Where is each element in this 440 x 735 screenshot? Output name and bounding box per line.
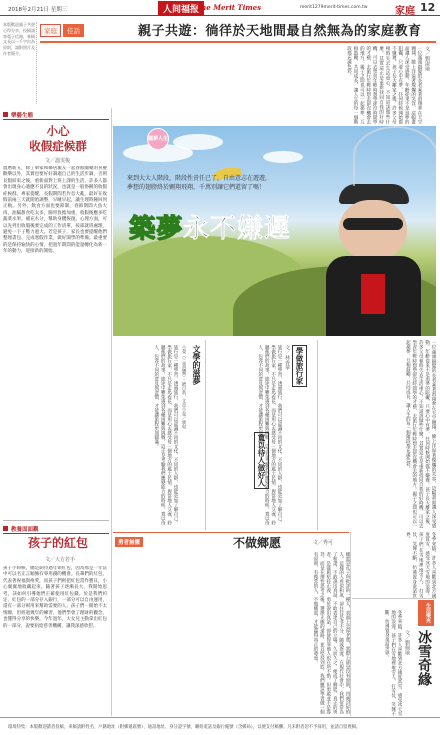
cloud-shape (263, 151, 303, 163)
lower-left-author: 小曼（三義溫馨）・繪自新，文章小曼／廣和 (181, 345, 186, 429)
lower-left-title: 文學的滋夢 (192, 345, 202, 385)
column1-author: 文／溫雯俊 (45, 158, 71, 164)
column2-header: 教養面面觀 (3, 524, 109, 534)
mid-article-title2: 寬以待人做好人 (254, 432, 269, 489)
column2-title: 孩子的紅包 (28, 536, 89, 550)
newspaper-logo-en: The Merit Times (196, 3, 262, 12)
column1-title: 小心 收假症候群 (29, 124, 87, 153)
paraglider-lines (353, 126, 436, 186)
sunglasses-icon (343, 218, 403, 230)
headline-band (40, 18, 436, 44)
side-box-tag: 生活樂夾 (418, 600, 434, 626)
side-separator (352, 598, 436, 599)
section-name: 家庭 (395, 6, 415, 17)
headline-title: 親子共遊：徜徉於天地間最自然無為的家庭教育 (138, 24, 422, 39)
section-divider (317, 340, 318, 530)
column1-body: 農曆新五，除了舉家和鄰居親友一起春節團聚的喜慶歡樂以外，其實也要好好調適自己的生活步調，否則長假結束之後，重新面對上班上課的生活，許多人都會出現身心適應不良的狀況，也就是一般俗稱的收假症候群。專家提醒，長假期間若作息大亂，最好在收假前兩三天就開始調整，早睡早起，讓生理時鐘回到正軌。另外，飲食方面也要節制，春節期間大魚大肉，油膩甜食吃太多，腸胃負擔加重，收假後應多吃蔬菜水果，補充水分，幫助身體恢復。心理方面，可以先列出收假後要完成的工作清單，按部就班處理，避免一下子壓力過大。若是孩子，家長也要提醒他們整理書包、完成寒假作業，做好開學的準備。最重要的是保持愉快的心情，把過年期間的能量轉化為新一年的動力，迎接新的開始。 (3, 166, 107, 255)
lower-headline-band (113, 532, 349, 550)
newspaper-logo: 人间福报 (158, 1, 204, 16)
lower-article-title: 不做鄉愿 (233, 536, 282, 550)
lower-article-body: 鄉愿是孔子所批評的一種人，表面上忠厚老實，實際上卻是沒有原則、四處討好的人。這樣的人看似和氣，卻往往是非不分，隨波逐流。在現代社會中，我們常常為了和諧，不敢說出真話，不敢表達自己的立場，久而久之，便成了鄉愿。真正的勇者，是能夠堅持正義，勇於說出真話，即使得罪他人也在所不惜。但勇敢並不是魯莽，而是在理性思考之後，選擇正確的道路，並且堅持到底。我們應該學習做一個有原則、有擔當的人，不做鄉愿，才能贏得真正的尊重。 (312, 552, 350, 714)
column2-author: 文／大方若手 (45, 557, 76, 563)
harness-shape (361, 274, 385, 314)
lower-tag: 勇者無懼 (115, 537, 143, 547)
column2-body: 孩子小時候，總是期待過年領紅包，因為那是一年當中可以名正言順擁有零用錢的機會。長輩們的紅包，代表著祝福與疼愛，而孩子們則把紅包當作寶貝，小心翼翼地收藏起來。隨著孩子逐漸長大，我開始思考，該如何引導他們正確使用紅包錢。於是我們約定，紅包的一部分存入銀行，一部分可以自由運用，還有一部分則用來幫助需要的人。孩子們一開始不太情願，但經過幾年的練習，他們學會了理財的觀念，也懂得分享的快樂。今年過年，大女兒主動拿出紅包的一部分，說要捐給慈善機構，讓我深感欣慰。 (3, 566, 107, 629)
mid-article-title: 學做旅行家 (292, 345, 307, 387)
issue-date: 2018年2月21日 星期三 (8, 7, 68, 13)
paraglider-person (321, 184, 421, 336)
editor-note: 本版歡迎親子共遊心得分享，投稿請寄電子信箱，來稿文長以一千字內為原則，請附照片及作者簡介。 (3, 22, 37, 104)
page-footer: 環境特集：本版歡迎讀者投稿，來稿請附姓名、戶籍地址（附郵遞區號）、通訊地址、身分證字號、聯絡電話及銀行帳號（含郵局），以便支付稿酬。凡未附者恕不予採用，並請自留底稿。 (0, 717, 440, 735)
tag-family: 家庭 (40, 24, 61, 37)
feature-title (129, 208, 291, 245)
column-divider (111, 108, 112, 716)
side-box-body: 冬季來臨，許多人喜歡到北方國度賞雪，感受冰天雪地的浪漫。孩子們在雪地裡堆雪人、打雪仗，笑聲不斷，彷彿置身童話世界。 (384, 610, 402, 716)
headline-rule (40, 41, 436, 43)
face-shape (339, 200, 407, 260)
photo-badge: 圓夢人生 (147, 128, 169, 150)
page-number: 12 (420, 1, 436, 14)
right-continuation-body: 一位滿頭銀髮的長者乘著滑翔傘在天空翱翔，臉上洋溢著燦爛的笑容，這幅畫面讓人深受感動。年齡從來不是追夢的阻礙，只要心中有夢，任何時候開始都不嫌遲。孩子長大離家之後，許多父母頓時失去生活重心，不知道該做些什麼。其實這正是重新找回自我的好時機，可以去學習年輕時想學卻沒時間學的才藝，去旅行年輕時想去卻沒機會去的地方。親子之間也可以一起築夢，互相鼓勵，共同成長，讓人生的每一個階段都充滿色彩。 (405, 340, 436, 528)
feature-title-part1: 築夢 (129, 214, 184, 244)
column-bullet-icon (3, 112, 8, 117)
section-divider (205, 340, 206, 530)
lower-left-body: 旅行是一種學習，透過旅行，我們可以認識不同的文化、不同的人群，也能更加了解自己。學做旅行家，不只是走馬看花，而是用心去感受每一個地方的風土民情，與當地人交流，聆聽他們的故事。旅途中難免遇到各種困難與挑戰，這正是考驗我們應變能力的時候。寬以待人，包容不同的意見與習慣，才能讓旅程更加圓滿。 (153, 345, 178, 525)
feature-title-part2: 永不嫌遲 (183, 214, 292, 244)
mid-article-body: 旅行是一種學習，透過旅行，我們可以認識不同的文化、不同的人群，也能更加了解自己。學做旅行家，不只是走馬看花，而是用心去感受每一個地方的風土民情，與當地人交流，聆聽他們的故事。旅途中難免遇到各種困難與挑戰，這正是考驗我們應變能力的時候。寬以待人，包容不同的意見與習慣，才能讓旅程更加圓滿。 (257, 345, 282, 525)
feature-photo (113, 126, 436, 336)
site-url: merit1279merit-times.com.tw (300, 5, 368, 10)
mid-article-author: 文／林香華 (284, 345, 290, 370)
section-divider (350, 532, 351, 716)
tag-story: 佳話 (63, 24, 84, 37)
masthead (0, 0, 440, 16)
side-box-author: 文／劉佩瑜 (404, 630, 410, 655)
cloud-shape (173, 134, 223, 150)
column-bullet-icon (3, 526, 8, 531)
right-article-author: 文／劉淑瑜 (424, 46, 430, 71)
column-separator (3, 520, 109, 521)
headline-tags (40, 24, 84, 37)
side-box (352, 600, 436, 716)
headline-article-body: 一位滿頭銀髮的長者乘著滑翔傘在天空翱翔，臉上洋溢著燦爛的笑容，這幅畫面讓人深受感動。年齡從來不是追夢的阻礙，只要心中有夢，任何時候開始都不嫌遲。孩子長大離家之後，許多父母頓時失去生活重心，不知道該做些什麼。其實這正是重新找回自我的好時機，可以去學習年輕時想學卻沒時間學的才藝，去旅行年輕時想去卻沒機會去的地方。親子之間也可以一起築夢，互相鼓勵，共同成長，讓人生的每一個階段都充滿色彩。 (346, 46, 422, 124)
lower-article-author: 文／秀可 (313, 540, 334, 546)
photo-caption: 來到大大人階段，階段性責任已了，自由意志在遊遊， 夢想的翅膀終於翱翔飛翔，千萬別讓它們還留了嗎！ (127, 175, 272, 191)
side-box-title: 冰雪奇緣 (416, 630, 432, 686)
column1-header: 樂藝生態 (3, 110, 109, 120)
side-upper-body: 冬季來臨，許多人喜歡到北方國度賞雪，感受冰天雪地的浪漫。孩子們在雪地裡堆雪人、打雪仗，笑聲不斷，彷彿置身童話世界。 (405, 532, 436, 598)
